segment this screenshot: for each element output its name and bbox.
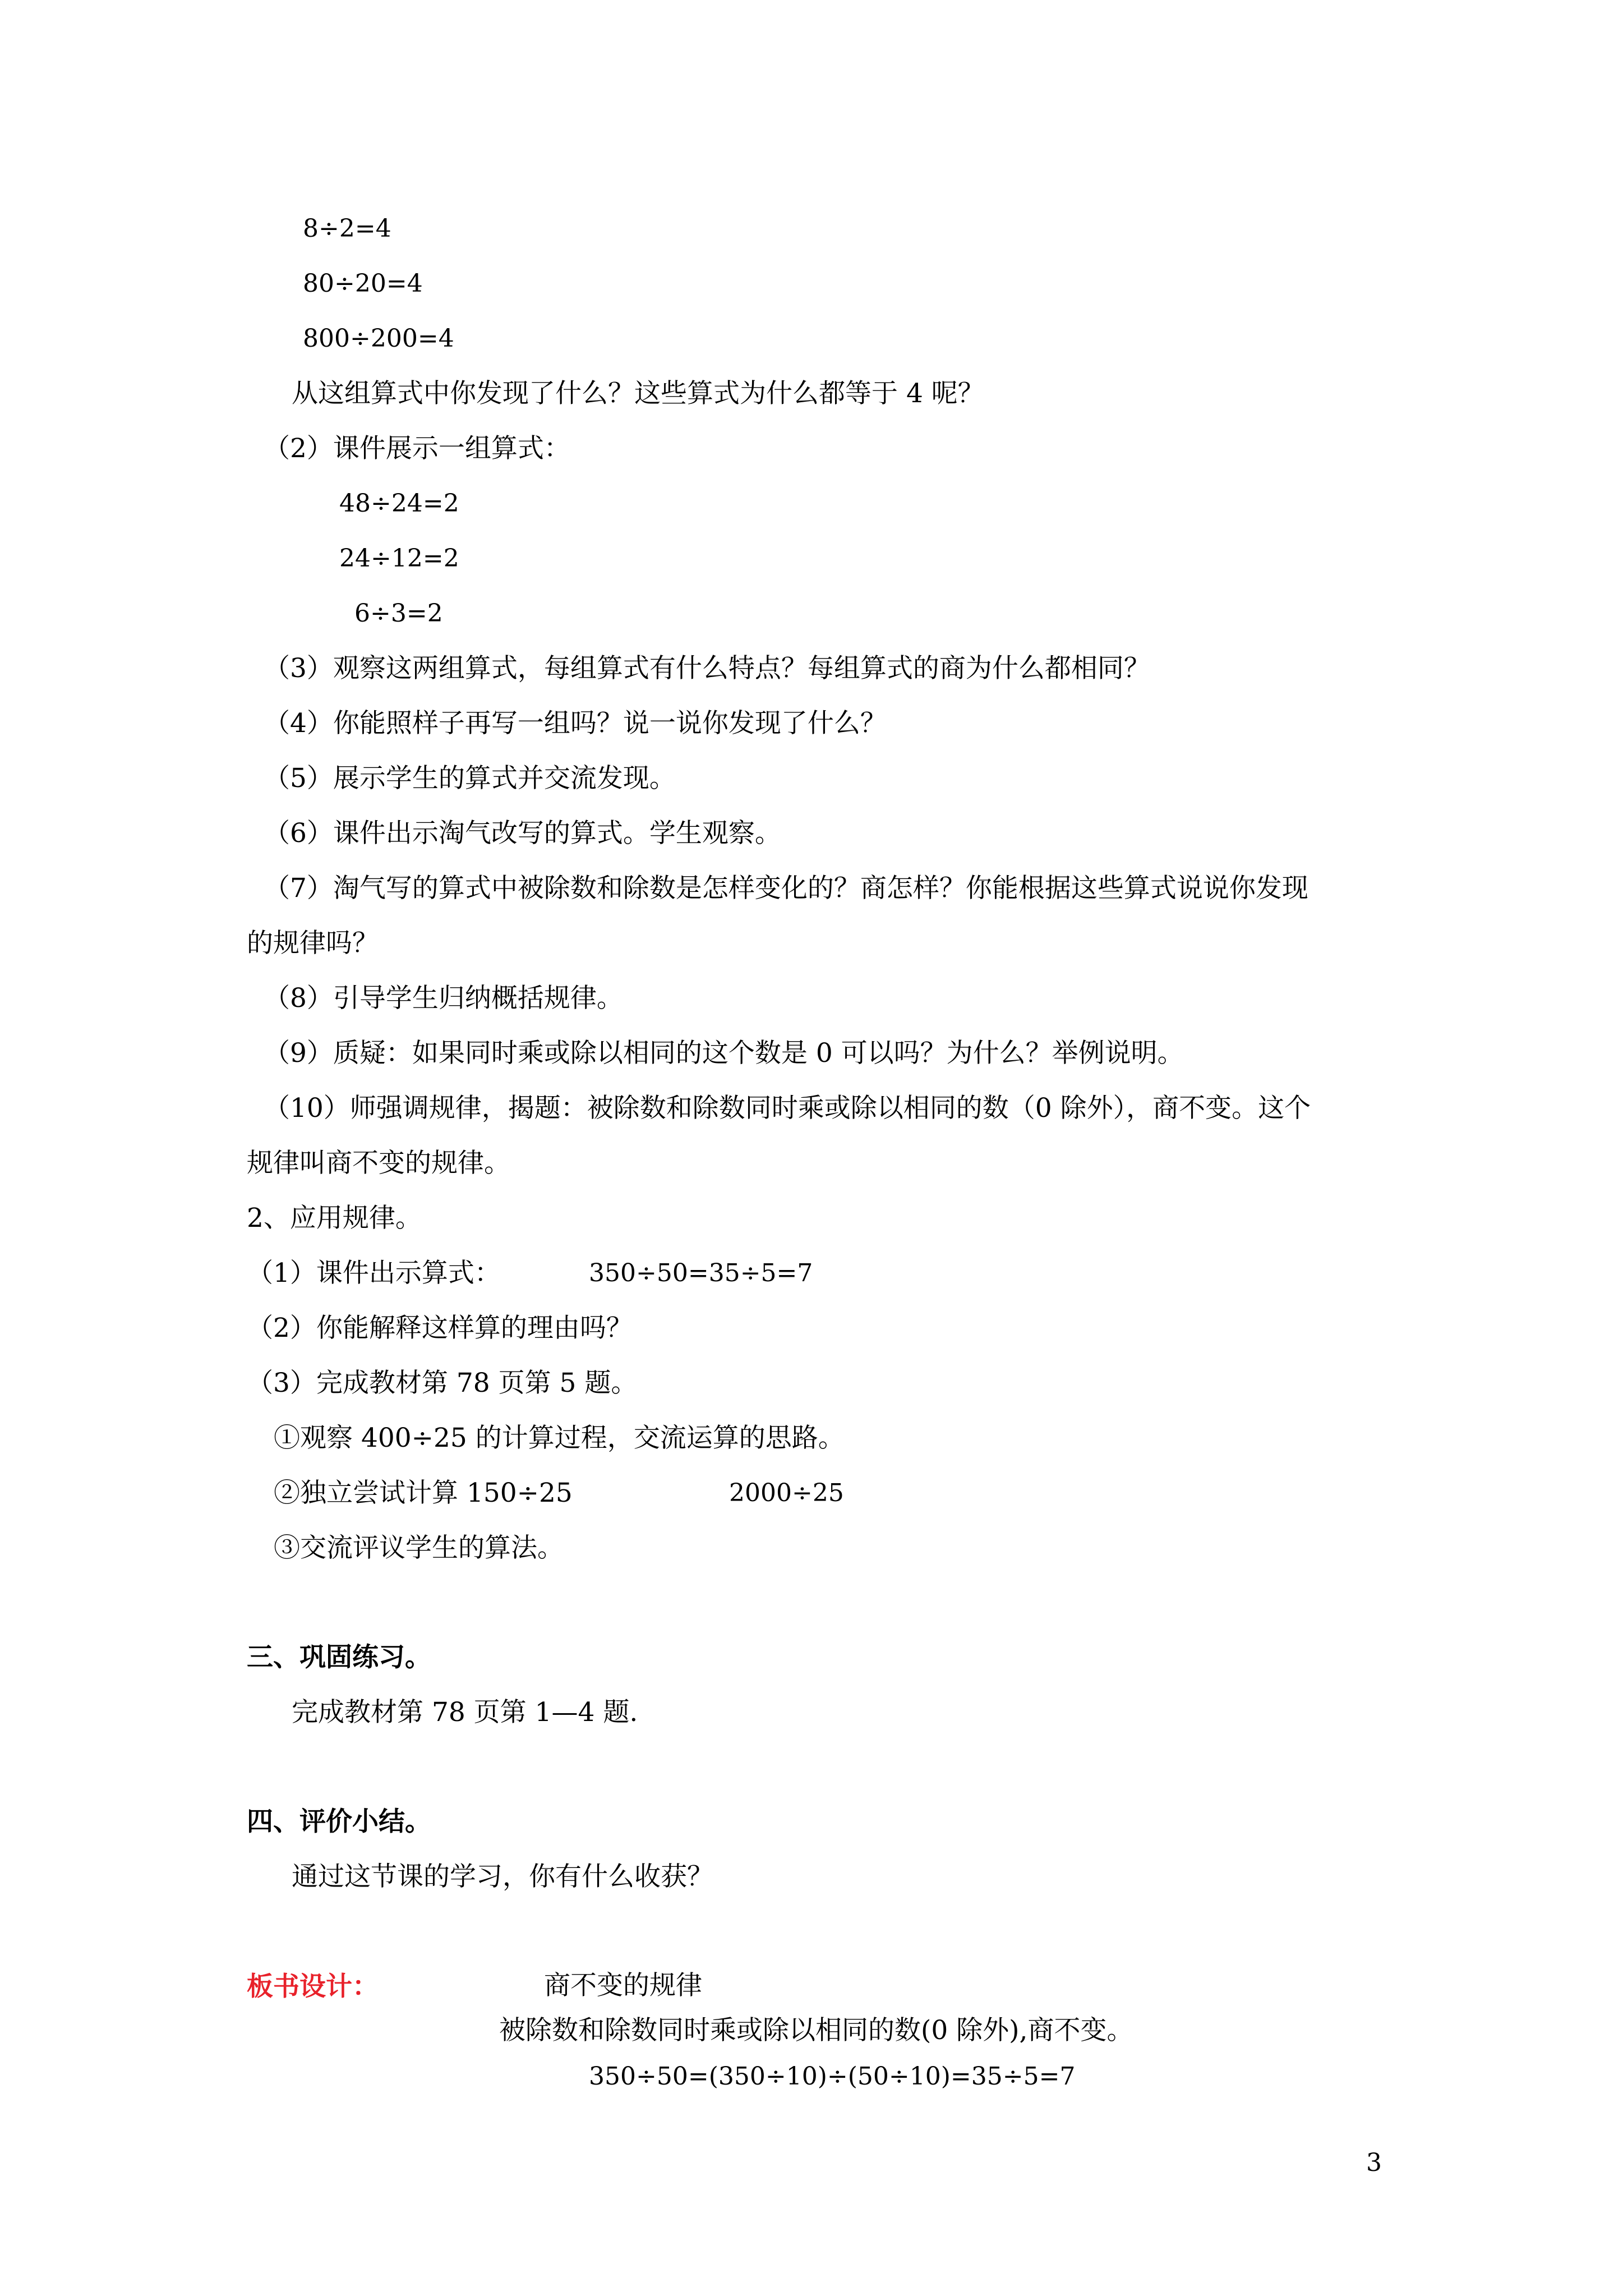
paragraph-line: 从这组算式中你发现了什么？这些算式为什么都等于 4 呢？ (292, 378, 984, 409)
equation-line: 2000÷25 (729, 1479, 844, 1507)
section-heading: 四、评价小结。 (247, 1806, 431, 1837)
board-title: 商不变的规律 (544, 1970, 702, 2001)
paragraph-line: 的规律吗？ (247, 928, 379, 959)
paragraph-line: （1）课件出示算式： (247, 1258, 501, 1289)
paragraph-line: （2）课件展示一组算式： (264, 433, 570, 464)
equation-line: 8÷2=4 (303, 214, 391, 243)
board-example: 350÷50=(350÷10)÷(50÷10)=35÷5=7 (589, 2062, 1076, 2091)
equation-line: 6÷3=2 (354, 599, 443, 628)
paragraph-line: ①观察 400÷25 的计算过程，交流运算的思路。 (274, 1423, 845, 1453)
paragraph-line: 规律叫商不变的规律。 (247, 1148, 510, 1179)
paragraph-line: （10）师强调规律，揭题：被除数和除数同时乘或除以相同的数（0 除外），商不变。这个 (264, 1093, 1311, 1124)
equation-line: 80÷20=4 (303, 269, 423, 298)
paragraph-line: （7）淘气写的算式中被除数和除数是怎样变化的？商怎样？你能根据这些算式说说你发现 (264, 873, 1308, 904)
paragraph-line: （2）你能解释这样算的理由吗？ (247, 1313, 633, 1343)
paragraph-line: 完成教材第 78 页第 1—4 题. (292, 1697, 638, 1728)
equation-line: 24÷12=2 (339, 544, 459, 573)
page-number: 3 (1366, 2148, 1382, 2177)
paragraph-line: （9）质疑：如果同时乘或除以相同的这个数是 0 可以吗？为什么？举例说明。 (264, 1038, 1184, 1069)
paragraph-line: 2、应用规律。 (247, 1203, 422, 1234)
board-rule: 被除数和除数同时乘或除以相同的数(0 除外),商不变。 (499, 2015, 1133, 2046)
paragraph-line: ③交流评议学生的算法。 (274, 1533, 564, 1563)
paragraph-line: ②独立尝试计算 150÷25 (274, 1478, 573, 1508)
equation-line: 350÷50=35÷5=7 (589, 1259, 813, 1287)
paragraph-line: （8）引导学生归纳概括规律。 (264, 983, 623, 1014)
paragraph-line: （3）观察这两组算式，每组算式有什么特点？每组算式的商为什么都相同？ (264, 653, 1150, 684)
equation-line: 800÷200=4 (303, 324, 454, 353)
paragraph-line: （5）展示学生的算式并交流发现。 (264, 763, 676, 794)
paragraph-line: （4）你能照样子再写一组吗？说一说你发现了什么？ (264, 708, 887, 739)
equation-line: 48÷24=2 (339, 489, 459, 518)
paragraph-line: （3）完成教材第 78 页第 5 题。 (247, 1368, 638, 1398)
section-heading: 三、巩固练习。 (247, 1642, 431, 1673)
board-design-label: 板书设计： (247, 1971, 379, 2002)
paragraph-line: 通过这节课的学习，你有什么收获？ (292, 1861, 713, 1892)
paragraph-line: （6）课件出示淘气改写的算式。学生观察。 (264, 818, 781, 849)
